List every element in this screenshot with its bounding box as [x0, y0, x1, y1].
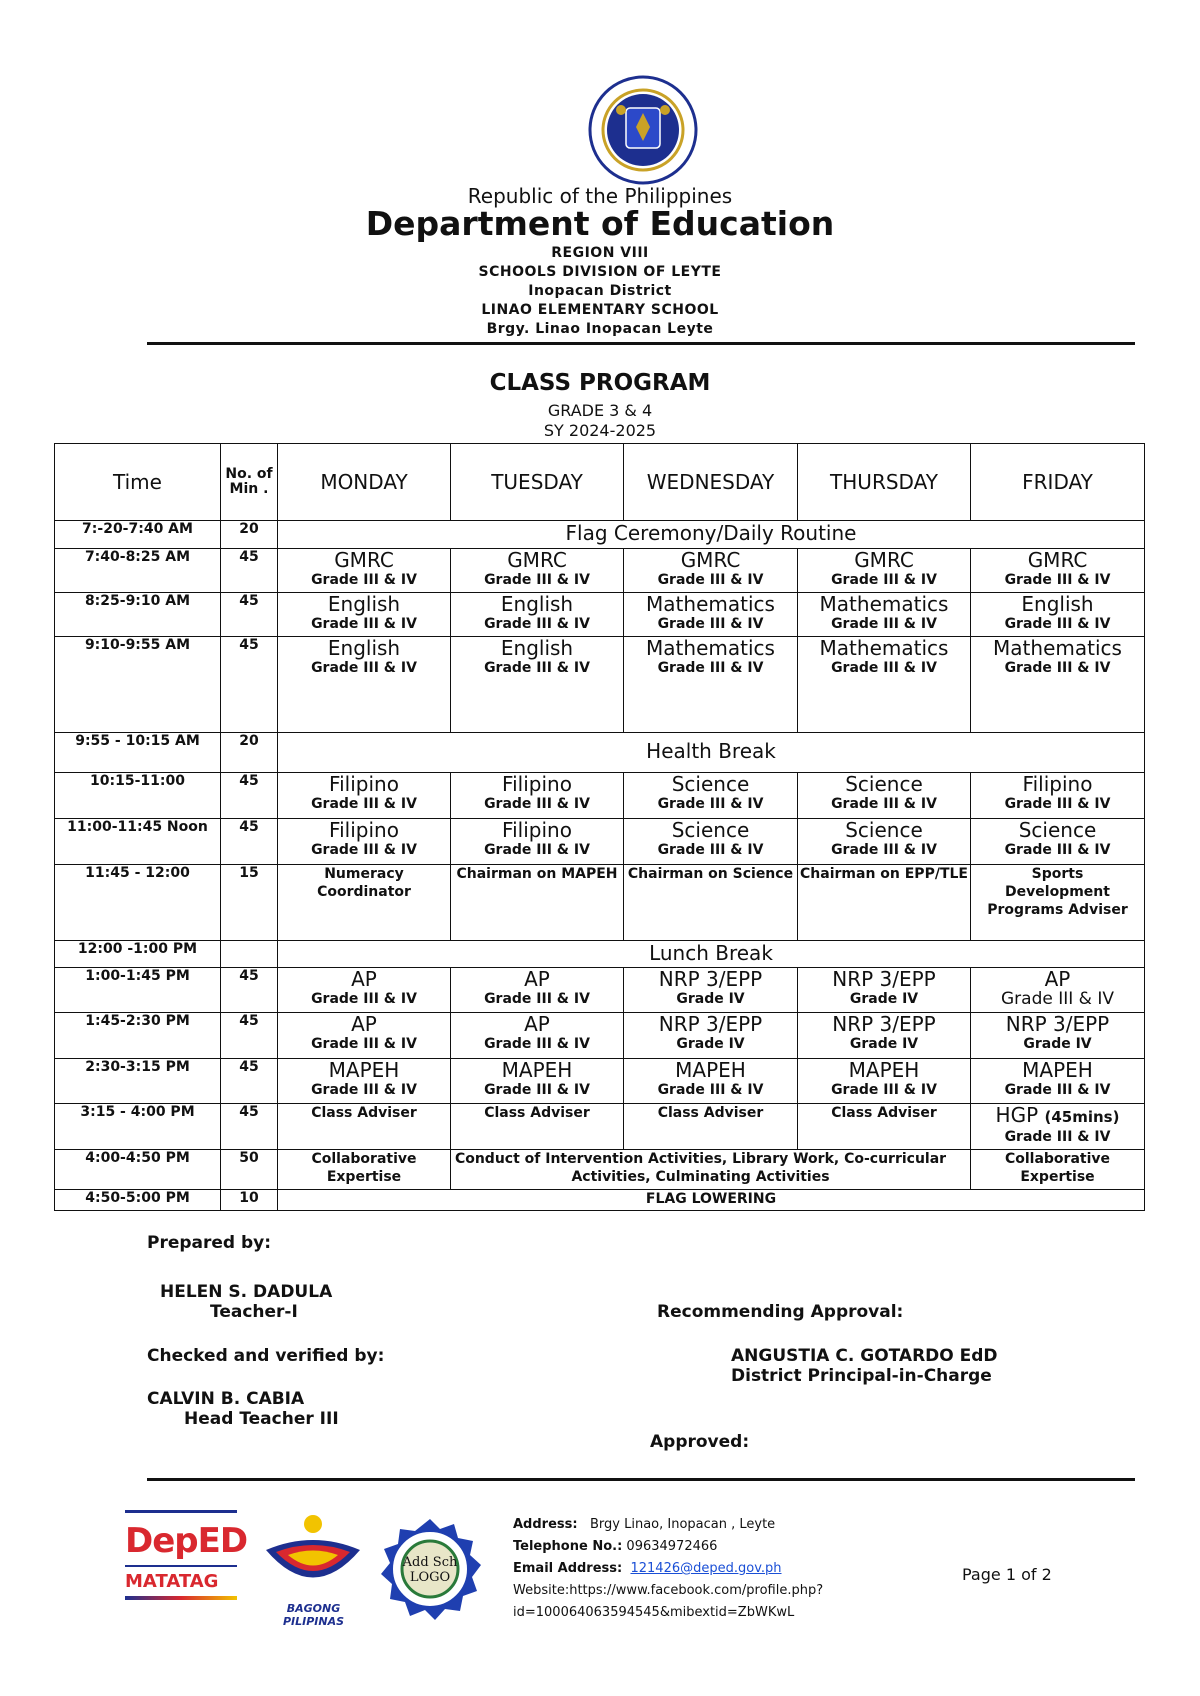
deped-seal-icon [588, 75, 698, 185]
min-cell: 45 [221, 1059, 278, 1104]
subject: English [327, 636, 401, 660]
time-cell: 9:10-9:55 AM [55, 637, 221, 733]
website-line [513, 1580, 823, 1602]
grade-label: Grade IV [849, 991, 919, 1007]
subject: NRP 3/EPP [832, 967, 936, 991]
subject-cell [451, 1059, 624, 1104]
min-cell: 20 [221, 521, 278, 549]
activity-cell: Collaborative Expertise [971, 1150, 1145, 1190]
subject: GMRC [854, 548, 914, 572]
subject-cell [624, 1059, 798, 1104]
duty-cell: Chairman on Science [624, 865, 798, 941]
subject: GMRC [334, 548, 394, 572]
grade-label: Grade III & IV [1004, 572, 1111, 588]
table-row [55, 819, 1145, 865]
grade-label: Grade III & IV [484, 991, 590, 1007]
subject-cell [624, 819, 798, 865]
min-cell: 45 [221, 549, 278, 593]
deped-d: DepED [125, 1521, 248, 1561]
program-sy: SY 2024-2025 [543, 421, 657, 440]
duty-cell: Sports Development Programs Adviser [971, 865, 1145, 941]
activity-cell: Collaborative Expertise [278, 1150, 451, 1190]
grade-label: Grade III & IV [657, 660, 764, 676]
table-row [55, 1013, 1145, 1059]
table-row [55, 733, 1145, 773]
time-cell: 4:50-5:00 PM [55, 1190, 221, 1211]
grade-label: Grade III & IV [657, 1082, 764, 1098]
grade-label: Grade III & IV [311, 796, 417, 812]
subject: Filipino [329, 818, 399, 842]
table-row [55, 637, 1145, 733]
subject: English [1021, 592, 1094, 616]
subject-cell [798, 968, 971, 1013]
subject: NRP 3/EPP [1005, 1012, 1110, 1036]
table-row [55, 521, 1145, 549]
subject: AP [524, 1012, 550, 1036]
subject-cell [971, 637, 1145, 733]
grade-label: Grade III & IV [311, 660, 417, 676]
time-cell: 11:45 - 12:00 [55, 865, 221, 941]
grade-label: Grade III & IV [311, 842, 417, 858]
subject: Mathematics [646, 636, 775, 660]
program-grade: GRADE 3 & 4 [547, 401, 653, 420]
time-cell: 11:00-11:45 Noon [55, 819, 221, 865]
subject: GMRC [507, 548, 567, 572]
header-time: Time [55, 444, 221, 521]
grade-label: Grade III & IV [1004, 842, 1111, 858]
time-cell: 8:25-9:10 AM [55, 593, 221, 637]
duty-cell: Chairman on EPP/TLE [798, 865, 971, 941]
duty-cell: Class Adviser [278, 1104, 451, 1150]
grade-label: Grade III & IV [1001, 989, 1114, 1009]
region-label: REGION VIII [551, 245, 649, 261]
min-cell: 45 [221, 1013, 278, 1059]
subject-cell [971, 1059, 1145, 1104]
header-wednesday: WEDNESDAY [624, 444, 798, 521]
subject-cell [451, 968, 624, 1013]
address-label: Address: [513, 1517, 578, 1532]
subject-cell [971, 593, 1145, 637]
subject-cell [451, 593, 624, 637]
hgp-note: (45mins) [1044, 1108, 1120, 1126]
table-row [55, 1059, 1145, 1104]
checked-title: Head Teacher III [184, 1409, 339, 1429]
table-row [55, 593, 1145, 637]
min-cell [221, 941, 278, 968]
table-row [55, 941, 1145, 968]
grade-label: Grade IV [676, 991, 745, 1007]
grade-label: Grade III & IV [831, 572, 937, 588]
hgp-line [971, 1104, 1144, 1129]
time-cell: 3:15 - 4:00 PM [55, 1104, 221, 1150]
subject-cell [451, 637, 624, 733]
subject: MAPEH [675, 1058, 746, 1082]
subject-cell [451, 1013, 624, 1059]
approved-label: Approved: [650, 1432, 750, 1452]
subject-cell [798, 819, 971, 865]
time-cell: 12:00 -1:00 PM [55, 941, 221, 968]
program-title: CLASS PROGRAM [489, 370, 711, 396]
grade-label: Grade III & IV [311, 572, 417, 588]
subject-cell [278, 637, 451, 733]
subject-cell [971, 1013, 1145, 1059]
subject-cell [624, 593, 798, 637]
grade-label: Grade III & IV [484, 616, 590, 632]
school-logo-placeholder: Add Sch LOGO [402, 1555, 458, 1585]
grade-label: Grade III & IV [311, 991, 417, 1007]
subject-cell [278, 593, 451, 637]
subject: Science [845, 818, 923, 842]
checked-name: CALVIN B. CABIA [147, 1389, 305, 1409]
grade-label: Grade III & IV [1004, 1082, 1111, 1098]
subject: Mathematics [646, 592, 775, 616]
grade-label: Grade III & IV [484, 1082, 590, 1098]
republic-label: Republic of the Philippines [467, 184, 733, 208]
class-program-table [54, 443, 1145, 1211]
subject: MAPEH [1022, 1058, 1093, 1082]
grade-label: Grade III & IV [311, 616, 417, 632]
subject: NRP 3/EPP [832, 1012, 936, 1036]
min-cell: 20 [221, 733, 278, 773]
subject-cell [971, 1104, 1145, 1150]
subject: HGP [995, 1103, 1039, 1127]
span-cell: Lunch Break [278, 941, 1145, 968]
page-number: Page 1 of 2 [962, 1565, 1052, 1584]
time-cell: 1:45-2:30 PM [55, 1013, 221, 1059]
grade-label: Grade III & IV [484, 796, 590, 812]
header-tuesday: TUESDAY [451, 444, 624, 521]
min-cell: 45 [221, 637, 278, 733]
bagong-pilipinas-logo [256, 1510, 371, 1628]
grade-label: Grade III & IV [1004, 616, 1111, 632]
subject-cell [624, 968, 798, 1013]
table-row [55, 968, 1145, 1013]
header-thursday: THURSDAY [798, 444, 971, 521]
deped-wordmark [125, 1521, 248, 1561]
email-line [513, 1558, 823, 1580]
subject: NRP 3/EPP [658, 1012, 763, 1036]
subject: Science [671, 818, 750, 842]
subject-cell [971, 819, 1145, 865]
grade-label: Grade IV [676, 1036, 745, 1052]
subject: Filipino [502, 818, 572, 842]
span-cell: Health Break [278, 733, 1145, 773]
subject-cell [971, 549, 1145, 593]
span-cell: FLAG LOWERING [278, 1190, 1145, 1211]
grade-label: Grade III & IV [484, 842, 590, 858]
subject-cell [451, 773, 624, 819]
subject: NRP 3/EPP [658, 967, 763, 991]
grade-label: Grade III & IV [657, 616, 764, 632]
time-cell: 10:15-11:00 [55, 773, 221, 819]
grade-label: Grade III & IV [484, 572, 590, 588]
subject: Filipino [329, 772, 399, 796]
grade-label: Grade III & IV [831, 796, 937, 812]
time-cell: 9:55 - 10:15 AM [55, 733, 221, 773]
logo-top-bar [125, 1510, 237, 1513]
recommending-label: Recommending Approval: [657, 1302, 904, 1322]
duty-cell: Class Adviser [451, 1104, 624, 1150]
subject: English [327, 592, 401, 616]
grade-label: Grade III & IV [311, 1036, 417, 1052]
grade-label: Grade III & IV [1004, 796, 1111, 812]
school-logo [378, 1517, 483, 1622]
subject-cell [798, 549, 971, 593]
subject-cell [798, 637, 971, 733]
department-title: Department of Education [365, 204, 835, 243]
min-cell: 45 [221, 1104, 278, 1150]
subject-cell [624, 773, 798, 819]
subject: English [500, 592, 574, 616]
telephone-value: 09634972466 [626, 1539, 718, 1554]
subject-cell [278, 968, 451, 1013]
grade-label: Grade IV [1023, 1036, 1092, 1052]
prepared-title: Teacher-I [210, 1302, 298, 1322]
logo-mid-bar [125, 1565, 237, 1567]
table-header-row [55, 444, 1145, 521]
table-row [55, 1190, 1145, 1211]
grade-label: Grade III & IV [484, 660, 590, 676]
subject: Filipino [502, 772, 572, 796]
subject-cell [278, 1059, 451, 1104]
grade-label: Grade III & IV [657, 796, 764, 812]
time-cell: 4:00-4:50 PM [55, 1150, 221, 1190]
subject: Mathematics [819, 636, 949, 660]
duty-cell: Chairman on MAPEH [451, 865, 624, 941]
header-min: No. of Min . [221, 444, 278, 521]
activity-cell: Conduct of Intervention Activities, Library Work, Co-curricular Activities, Culminating Activities [451, 1150, 971, 1190]
subject: MAPEH [501, 1058, 573, 1082]
table-row [55, 549, 1145, 593]
min-cell: 45 [221, 819, 278, 865]
grade-label: Grade III & IV [657, 842, 764, 858]
grade-label: Grade III & IV [311, 1082, 417, 1098]
subject: Science [845, 772, 923, 796]
subject: Science [1018, 818, 1097, 842]
subject: MAPEH [328, 1058, 400, 1082]
time-cell: 2:30-3:15 PM [55, 1059, 221, 1104]
address-value: Brgy Linao, Inopacan , Leyte [589, 1517, 776, 1532]
telephone-line [513, 1536, 823, 1558]
grade-label: Grade III & IV [1004, 1129, 1111, 1145]
bagong-wordmark: BAGONG PILIPINAS [282, 1602, 345, 1628]
subject-cell [624, 1013, 798, 1059]
address-line [513, 1514, 823, 1536]
school-label: LINAO ELEMENTARY SCHOOL [481, 302, 719, 318]
subject: Science [671, 772, 750, 796]
min-cell: 45 [221, 968, 278, 1013]
header-rule [147, 342, 1135, 345]
subject-cell [451, 549, 624, 593]
rec-title: District Principal-in-Charge [731, 1366, 992, 1386]
header-monday: MONDAY [278, 444, 451, 521]
prepared-name: HELEN S. DADULA [160, 1282, 333, 1302]
subject-cell [971, 773, 1145, 819]
table-row [55, 1104, 1145, 1150]
subject-cell [278, 1013, 451, 1059]
subject-cell [798, 1013, 971, 1059]
subject-cell [451, 819, 624, 865]
grade-label: Grade III & IV [484, 1036, 590, 1052]
prepared-label: Prepared by: [147, 1233, 272, 1253]
website-label: Website: [513, 1583, 570, 1598]
grade-label: Grade III & IV [831, 660, 937, 676]
duty-cell: Class Adviser [798, 1104, 971, 1150]
website-link[interactable]: https://www.facebook.com/profile.php? [569, 1583, 824, 1598]
email-label: Email Address: [513, 1561, 623, 1576]
subject: AP [1044, 967, 1071, 991]
subject-cell [624, 637, 798, 733]
subject: GMRC [680, 548, 741, 572]
subject-cell [798, 773, 971, 819]
min-cell: 15 [221, 865, 278, 941]
subject-cell [798, 1059, 971, 1104]
website-line-2[interactable]: id=100064063594545&mibextid=ZbWKwL [513, 1605, 795, 1620]
min-cell: 50 [221, 1150, 278, 1190]
subject: Filipino [1022, 772, 1093, 796]
table-row [55, 865, 1145, 941]
school-address-label: Brgy. Linao Inopacan Leyte [486, 321, 714, 337]
subject-cell [971, 968, 1145, 1013]
bagong-pilipinas-icon [256, 1510, 371, 1598]
subject: AP [351, 1012, 377, 1036]
subject-cell [278, 819, 451, 865]
header-friday: FRIDAY [971, 444, 1145, 521]
subject: MAPEH [848, 1058, 920, 1082]
deped-matatag-logo [125, 1510, 248, 1615]
subject: AP [524, 967, 550, 991]
footer-address-block [513, 1514, 823, 1624]
duty-cell: Numeracy Coordinator [278, 865, 451, 941]
span-cell: Flag Ceremony/Daily Routine [278, 521, 1145, 549]
subject-cell [278, 549, 451, 593]
rec-name: ANGUSTIA C. GOTARDO EdD [731, 1346, 998, 1366]
subject: GMRC [1027, 548, 1088, 572]
subject: English [500, 636, 574, 660]
subject-cell [624, 549, 798, 593]
subject: Mathematics [819, 592, 949, 616]
subject: AP [351, 967, 377, 991]
min-cell: 45 [221, 593, 278, 637]
grade-label: Grade III & IV [1004, 660, 1111, 676]
min-cell: 10 [221, 1190, 278, 1211]
subject-cell [798, 593, 971, 637]
checked-label: Checked and verified by: [147, 1346, 385, 1366]
grade-label: Grade III & IV [657, 572, 764, 588]
time-cell: 7:-20-7:40 AM [55, 521, 221, 549]
grade-label: Grade III & IV [831, 842, 937, 858]
telephone-label: Telephone No.: [513, 1539, 623, 1554]
grade-label: Grade IV [849, 1036, 919, 1052]
time-cell: 7:40-8:25 AM [55, 549, 221, 593]
min-cell: 45 [221, 773, 278, 819]
time-cell: 1:00-1:45 PM [55, 968, 221, 1013]
district-label: Inopacan District [528, 283, 672, 299]
division-label: SCHOOLS DIVISION OF LEYTE [478, 264, 722, 280]
duty-cell: Class Adviser [624, 1104, 798, 1150]
footer-rule [147, 1478, 1135, 1481]
subject: Mathematics [993, 636, 1122, 660]
email-link[interactable]: 121426@deped.gov.ph [630, 1561, 782, 1576]
subject-cell [278, 773, 451, 819]
grade-label: Grade III & IV [831, 1082, 937, 1098]
grade-label: Grade III & IV [831, 616, 937, 632]
logo-bottom-bar [125, 1596, 237, 1600]
table-row [55, 773, 1145, 819]
matatag-wordmark: MATATAG [125, 1571, 219, 1592]
table-row [55, 1150, 1145, 1190]
